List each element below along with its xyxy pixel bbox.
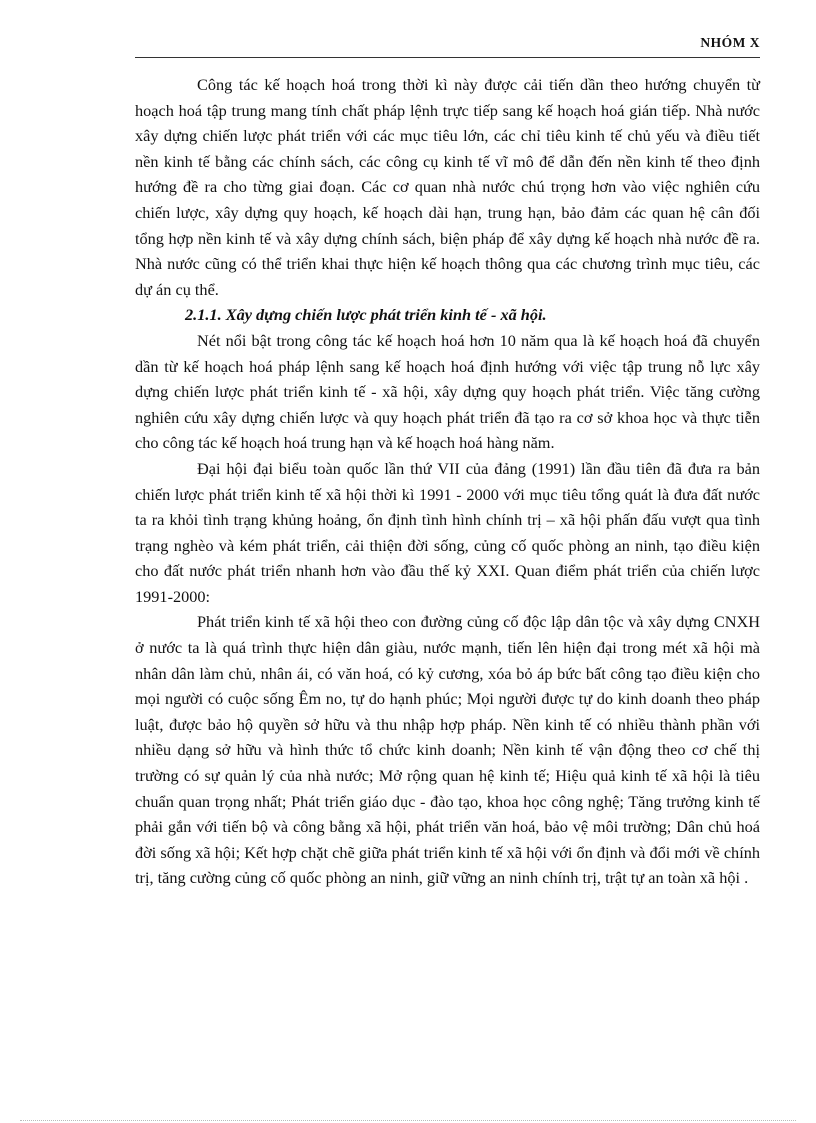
body-paragraph: Đại hội đại biểu toàn quốc lần thứ VII của đảng (1991) lần đầu tiên đã đưa ra bản chiến lược phát triển kinh tế xã hội thời kì 1991 - 2000 với mục tiêu tổng quát là đưa đất nước ta ra khỏi tình trạng khủng hoảng, ổn định tình hình chính trị – xã hội phấn đấu vượt qua tình trạng nghèo và kém phát triển, cải thiện đời sống, củng cố quốc phòng an ninh, tạo điều kiện cho đất nước phát triển nhanh hơn vào đầu thế kỷ XXI. Quan điểm phát triển của chiến lược 1991-2000: — [135, 458, 760, 606]
page-header-label: NHÓM X — [700, 35, 760, 50]
header-divider — [135, 57, 760, 58]
section-heading: 2.1.1. Xây dựng chiến lược phát triển kinh tế - xã hội. — [185, 305, 547, 325]
body-paragraph: Phát triển kinh tế xã hội theo con đường củng cố độc lập dân tộc và xây dựng CNXH ở nước ta là quá trình thực hiện dân giàu, nước mạnh, tiến lên hiện đại trong mét xã hội mà nhân dân làm chủ, nhân ái, có văn hoá, có kỷ cương, xóa bỏ áp bức bất công tạo điều kiện cho mọi người có cuộc sống Êm no, tự do hạnh phúc; Mọi người được tự do kinh doanh theo pháp luật, được bảo hộ quyền sở hữu và thu nhập hợp pháp. Nền kinh tế có nhiều thành phần với nhiều dạng sở hữu và hình thức tổ chức kinh doanh; Nền kinh tế vận động theo cơ chế thị trường có sự quản lý của nhà nước; Mở rộng quan hệ kinh tế; Hiệu quả kinh tế xã hội là tiêu chuẩn quan trọng nhất; Phát triển giáo dục - đào tạo, khoa học công nghệ; Tăng trưởng kinh tế phải gắn với tiến bộ và công bằng xã hội, phát triển văn hoá, bảo vệ môi trường; Dân chủ hoá đời sống xã hội; Kết hợp chặt chẽ giữa phát triển kinh tế xã hội với ổn định và đổi mới về chính trị, tăng cường củng cố quốc phòng an ninh, giữ vững an ninh chính trị, trật tự an toàn xã hội . — [135, 612, 760, 888]
body-paragraph: Nét nổi bật trong công tác kế hoạch hoá hơn 10 năm qua là kế hoạch hoá đã chuyển dần từ kế hoạch hoá pháp lệnh sang kế hoạch hoá định hướng với việc tập trung nỗ lực xây dựng chiến lược phát triển kinh tế - xã hội, xây dựng quy hoạch phát triển. Việc tăng cường nghiên cứu xây dựng chiến lược và quy hoạch phát triển đã tạo ra cơ sở khoa học và thực tiễn cho công tác kế hoạch hoá trung hạn và kế hoạch hoá hàng năm. — [135, 330, 760, 453]
document-body — [135, 72, 760, 891]
body-paragraph: Công tác kế hoạch hoá trong thời kì này được cải tiến dần theo hướng chuyển từ hoạch hoá tập trung mang tính chất pháp lệnh trực tiếp sang kế hoạch hoá gián tiếp. Nhà nước xây dựng chiến lược phát triển với các mục tiêu lớn, các chỉ tiêu kinh tế chủ yếu và điều tiết nền kinh tế bằng các chính sách, các công cụ kinh tế vĩ mô để dẫn đến nền kinh tế theo định hướng đề ra cho từng giai đoạn. Các cơ quan nhà nước chú trọng hơn vào việc nghiên cứu chiến lược, xây dựng quy hoạch, kế hoạch dài hạn, trung hạn, bảo đảm các quan hệ cân đối tổng hợp nền kinh tế và xây dựng chính sách, biện pháp để xây dựng kế hoạch nhà nước đề ra. Nhà nước cũng có thể triển khai thực hiện kế hoạch thông qua các chương trình mục tiêu, các dự án cụ thể. — [135, 75, 760, 299]
footer-divider — [20, 1120, 796, 1121]
